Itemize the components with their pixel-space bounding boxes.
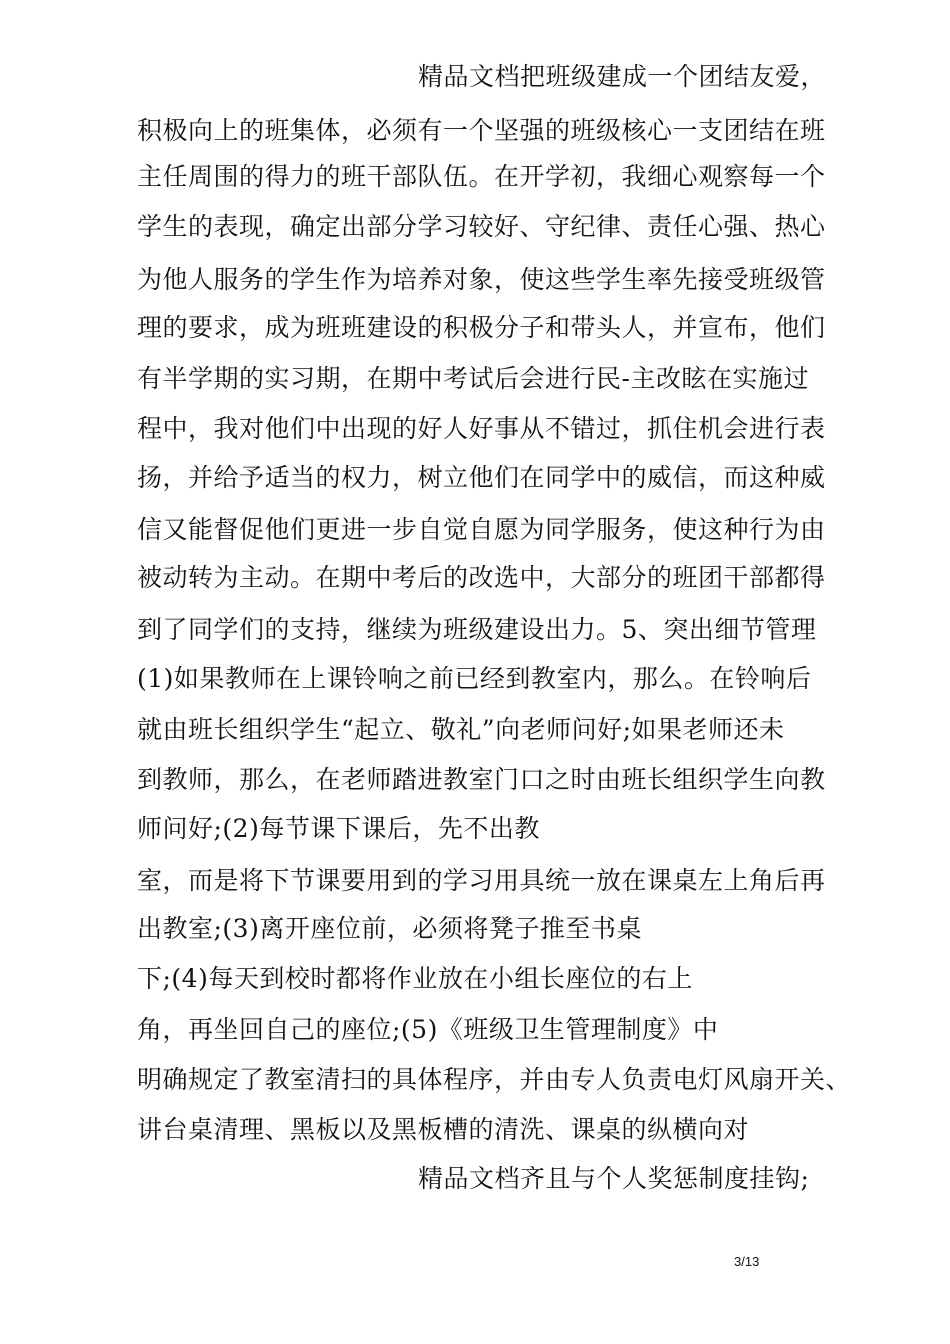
text-line: 学生的表现，确定出部分学习较好、守纪律、责任心强、热心 xyxy=(137,212,826,241)
text-line: 有半学期的实习期，在期中考试后会进行民-主改眩在实施过 xyxy=(137,364,809,393)
text-line: 为他人服务的学生作为培养对象，使这些学生率先接受班级管 xyxy=(137,265,826,294)
text-line: 被动转为主动。在期中考后的改选中，大部分的班团干部都得 xyxy=(137,563,826,592)
text-line: 到了同学们的支持，继续为班级建设出力。5、突出细节管理 xyxy=(137,615,817,644)
text-line: 理的要求，成为班班建设的积极分子和带头人，并宣布，他们 xyxy=(137,313,826,342)
text-line: 精品文档把班级建成一个团结友爱， xyxy=(418,62,827,91)
page-number: 3/13 xyxy=(734,1254,760,1269)
text-line: (1)如果教师在上课铃响之前已经到教室内，那么。在铃响后 xyxy=(137,664,812,693)
text-line: 明确规定了教室清扫的具体程序，并由专人负责电灯风扇开关、 xyxy=(137,1065,852,1094)
text-line: 室，而是将下节课要用到的学习用具统一放在课桌左上角后再 xyxy=(137,866,826,895)
text-line: 下;(4)每天到校时都将作业放在小组长座位的右上 xyxy=(137,964,693,993)
text-line: 出教室;(3)离开座位前，必须将凳子推至书桌 xyxy=(137,914,642,943)
text-line: 积极向上的班集体，必须有一个坚强的班级核心一支团结在班 xyxy=(137,116,826,145)
text-line: 主任周围的得力的班干部队伍。在开学初，我细心观察每一个 xyxy=(137,162,826,191)
text-line: 讲台桌清理、黑板以及黑板槽的清洗、课桌的纵横向对 xyxy=(137,1115,750,1144)
text-line: 精品文档齐且与个人奖惩制度挂钩; xyxy=(418,1164,810,1193)
text-line: 师问好;(2)每节课下课后，先不出教 xyxy=(137,814,540,843)
text-line: 信又能督促他们更进一步自觉自愿为同学服务，使这种行为由 xyxy=(137,515,826,544)
text-line: 就由班长组织学生“起立、敬礼”向老师问好;如果老师还未 xyxy=(137,715,785,744)
text-line: 角，再坐回自己的座位;(5)《班级卫生管理制度》中 xyxy=(137,1015,719,1044)
text-line: 到教师，那么，在老师踏进教室门口之时由班长组织学生向教 xyxy=(137,765,826,794)
text-line: 程中，我对他们中出现的好人好事从不错过，抓住机会进行表 xyxy=(137,414,826,443)
text-line: 扬，并给予适当的权力，树立他们在同学中的威信，而这种威 xyxy=(137,463,826,492)
